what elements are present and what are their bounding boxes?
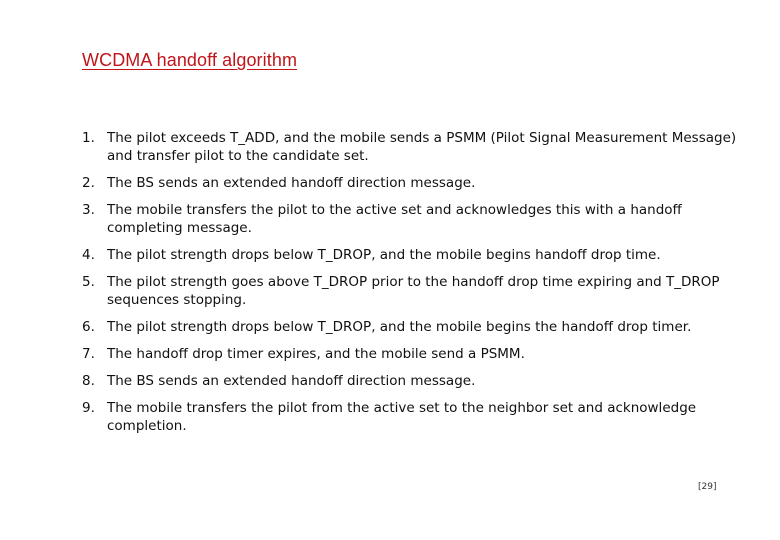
list-item-text: The mobile transfers the pilot from the active set to the neighbor set and acknowledge completion. — [107, 400, 697, 434]
list-item-number: 9. — [82, 400, 95, 416]
list-item — [82, 273, 742, 309]
handoff-steps-list — [82, 129, 742, 444]
list-item-text: The BS sends an extended handoff direction message. — [107, 373, 476, 389]
list-item — [82, 174, 742, 192]
page-number: [29] — [698, 482, 717, 492]
list-item-text: The mobile transfers the pilot to the active set and acknowledges this with a handoff completing message. — [107, 202, 682, 236]
list-item — [82, 345, 742, 363]
list-item — [82, 399, 742, 435]
list-item-number: 5. — [82, 274, 95, 290]
list-item — [82, 318, 742, 336]
list-item-number: 2. — [82, 175, 95, 191]
list-item-text: The pilot strength drops below T_DROP, and the mobile begins the handoff drop timer. — [107, 319, 692, 335]
list-item-number: 4. — [82, 247, 95, 263]
list-item-text: The pilot strength drops below T_DROP, and the mobile begins handoff drop time. — [107, 247, 661, 263]
list-item-number: 8. — [82, 373, 95, 389]
list-item-number: 6. — [82, 319, 95, 335]
list-item-number: 3. — [82, 202, 95, 218]
list-item — [82, 372, 742, 390]
list-item — [82, 201, 742, 237]
list-item-text: The BS sends an extended handoff direction message. — [107, 175, 476, 191]
list-item-text: The pilot strength goes above T_DROP prior to the handoff drop time expiring and T_DROP sequences stopping. — [107, 274, 720, 308]
list-item — [82, 129, 742, 165]
list-item-text: The pilot exceeds T_ADD, and the mobile sends a PSMM (Pilot Signal Measurement Message) and transfer pilot to the candidate set. — [107, 130, 737, 164]
list-item-number: 7. — [82, 346, 95, 362]
list-item-number: 1. — [82, 130, 95, 146]
slide-title: WCDMA handoff algorithm — [82, 50, 298, 70]
list-item-text: The handoff drop timer expires, and the mobile send a PSMM. — [107, 346, 525, 362]
list-item — [82, 246, 742, 264]
